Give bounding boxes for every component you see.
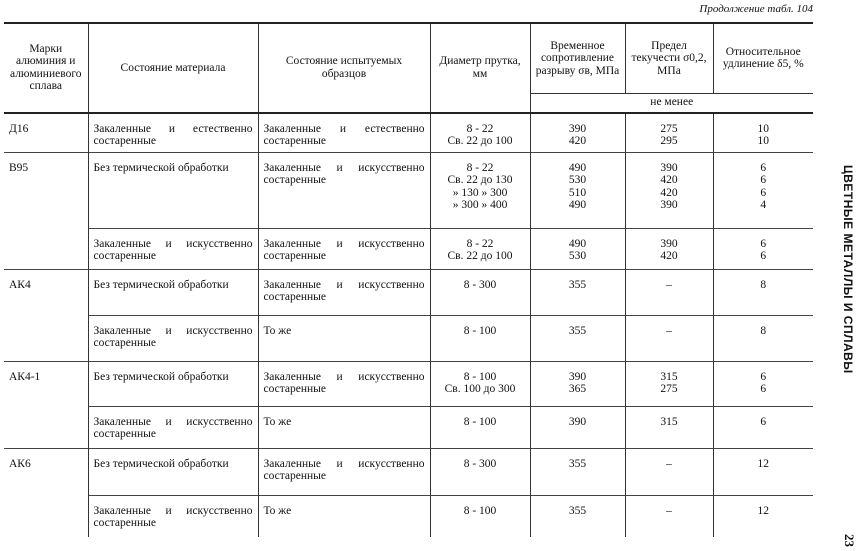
grade-cell [4,406,88,448]
header-tensile: Временное сопротивление разрыву σв, МПа [530,23,625,93]
tensile-value: 490 [568,161,587,174]
grade-cell: АК6 [4,448,88,495]
page-number: 23 [842,534,857,547]
tensile-value: 530 [568,250,587,262]
header-material-state: Состояние материала [88,23,258,113]
diameter-value: 8 - 100 [463,504,497,517]
yield-cell [625,228,713,269]
yield-value: 390 [660,199,678,211]
yield-value: 315 [660,415,678,428]
sample-state-cell: Закаленные и естественно состаренные [258,113,430,153]
elongation-cell [713,495,813,537]
tensile-cell [530,448,625,495]
diameter-value: 8 - 100 [463,370,497,383]
elongation-cell [713,406,813,448]
material-state-cell: Закаленные и искусственно состаренные [88,406,258,448]
grade-cell: АК4-1 [4,361,88,406]
grade-cell [4,495,88,537]
grade-cell [4,228,88,269]
diameter-cell [430,152,530,228]
table-row [4,315,813,361]
tensile-cell [530,152,625,228]
yield-cell [625,269,713,315]
tensile-cell [530,228,625,269]
yield-cell [625,315,713,361]
elongation-value: 10 [757,122,769,135]
yield-value: 390 [660,237,678,250]
yield-cell [625,152,713,228]
elongation-value: 6 [760,250,767,262]
diameter-cell [430,406,530,448]
table-body [4,113,813,538]
diameter-value: 8 - 22 [466,237,494,250]
elongation-value: 12 [757,457,769,470]
tensile-value: 355 [568,504,587,517]
table-header [4,23,813,113]
diameter-value: » 130 » 300 [452,186,508,199]
grade-cell [4,315,88,361]
header-not-less: не менее [530,93,813,113]
yield-value: 390 [660,161,678,174]
elongation-cell [713,315,813,361]
yield-value: 295 [660,135,678,147]
diameter-value: Св. 22 до 100 [447,250,513,262]
diameter-value: Св. 100 до 300 [444,383,516,395]
table-row [4,495,813,537]
header-grade: Марки алюминия и алюминиевого сплава [4,23,88,113]
table-row [4,448,813,495]
yield-value: 420 [660,250,678,262]
tensile-cell [530,113,625,153]
diameter-cell [430,448,530,495]
tensile-value: 355 [568,278,587,291]
material-state-cell: Без термической обработки [88,361,258,406]
elongation-value: 6 [760,237,767,250]
yield-cell [625,495,713,537]
material-state-cell: Закаленные и естественно состаренные [88,113,258,153]
elongation-cell [713,448,813,495]
material-state-cell: Закаленные и искусственно состаренные [88,228,258,269]
yield-cell [625,113,713,153]
diameter-value: 8 - 22 [466,161,494,174]
diameter-cell [430,361,530,406]
tensile-value: 355 [568,457,587,470]
tensile-value: 530 [568,174,587,186]
elongation-value: 6 [760,383,767,395]
elongation-cell [713,361,813,406]
material-state-cell: Закаленные и искусственно состаренные [88,495,258,537]
sample-state-cell: То же [258,495,430,537]
diameter-cell [430,315,530,361]
sample-state-cell: Закаленные и искусственно состаренные [258,448,430,495]
elongation-cell [713,269,813,315]
diameter-value: » 300 » 400 [452,199,508,211]
elongation-value: 6 [760,174,767,186]
diameter-value: 8 - 100 [463,415,497,428]
grade-cell: АК4 [4,269,88,315]
elongation-value: 8 [760,278,767,291]
diameter-cell [430,113,530,153]
material-state-cell: Без термической обработки [88,152,258,228]
yield-value: – [666,278,672,291]
tensile-cell [530,269,625,315]
diameter-value: 8 - 22 [466,122,494,135]
tensile-cell [530,495,625,537]
tensile-cell [530,361,625,406]
elongation-value: 6 [760,161,767,174]
table-row [4,406,813,448]
yield-value: 275 [660,122,678,135]
diameter-value: 8 - 100 [463,324,497,337]
grade-cell: Д16 [4,113,88,153]
elongation-value: 12 [757,504,769,517]
tensile-cell [530,315,625,361]
sample-state-cell: То же [258,315,430,361]
yield-value: 420 [660,186,678,199]
header-elongation: Относительное удлинение δ5, % [713,23,813,93]
tensile-value: 390 [568,122,587,135]
tensile-value: 390 [568,415,587,428]
diameter-value: Св. 22 до 100 [447,135,513,147]
diameter-cell [430,495,530,537]
table-row [4,152,813,228]
header-diameter: Диаметр прутка, мм [430,23,530,113]
yield-cell [625,361,713,406]
sample-state-cell: То же [258,406,430,448]
tensile-value: 490 [568,199,587,211]
tensile-value: 490 [568,237,587,250]
sample-state-cell: Закаленные и искусственно состаренные [258,152,430,228]
header-sample-state: Состояние испытуемых образцов [258,23,430,113]
tensile-value: 510 [568,186,587,199]
sample-state-cell: Закаленные и искусственно состаренные [258,269,430,315]
sample-state-cell: Закаленные и искусственно состаренные [258,361,430,406]
yield-value: 315 [660,370,678,383]
table-caption: Продолжение табл. 104 [699,3,813,15]
yield-cell [625,448,713,495]
material-state-cell: Закаленные и искусственно состаренные [88,315,258,361]
grade-cell: В95 [4,152,88,228]
section-side-title: ЦВЕТНЫЕ МЕТАЛЛЫ И СПЛАВЫ [841,165,855,374]
tensile-value: 390 [568,370,587,383]
table-row [4,361,813,406]
diameter-cell [430,269,530,315]
table-row [4,269,813,315]
elongation-cell [713,113,813,153]
diameter-value: 8 - 300 [463,278,497,291]
properties-table [4,22,813,537]
material-state-cell: Без термической обработки [88,448,258,495]
tensile-cell [530,406,625,448]
elongation-value: 6 [760,370,767,383]
elongation-value: 10 [757,135,769,147]
diameter-value: 8 - 300 [463,457,497,470]
tensile-value: 365 [568,383,587,395]
elongation-value: 6 [760,186,767,199]
elongation-value: 8 [760,324,767,337]
header-yield: Предел текучести σ0,2, МПа [625,23,713,93]
elongation-value: 4 [760,199,767,211]
elongation-value: 6 [760,415,767,428]
diameter-cell [430,228,530,269]
yield-value: – [666,324,672,337]
elongation-cell [713,152,813,228]
yield-cell [625,406,713,448]
yield-value: – [666,457,672,470]
material-state-cell: Без термической обработки [88,269,258,315]
table-row [4,228,813,269]
yield-value: – [666,504,672,517]
elongation-cell [713,228,813,269]
diameter-value: Св. 22 до 130 [447,174,513,186]
table-row [4,113,813,153]
sample-state-cell: Закаленные и искусственно состаренные [258,228,430,269]
tensile-value: 420 [568,135,587,147]
yield-value: 420 [660,174,678,186]
yield-value: 275 [660,383,678,395]
tensile-value: 355 [568,324,587,337]
